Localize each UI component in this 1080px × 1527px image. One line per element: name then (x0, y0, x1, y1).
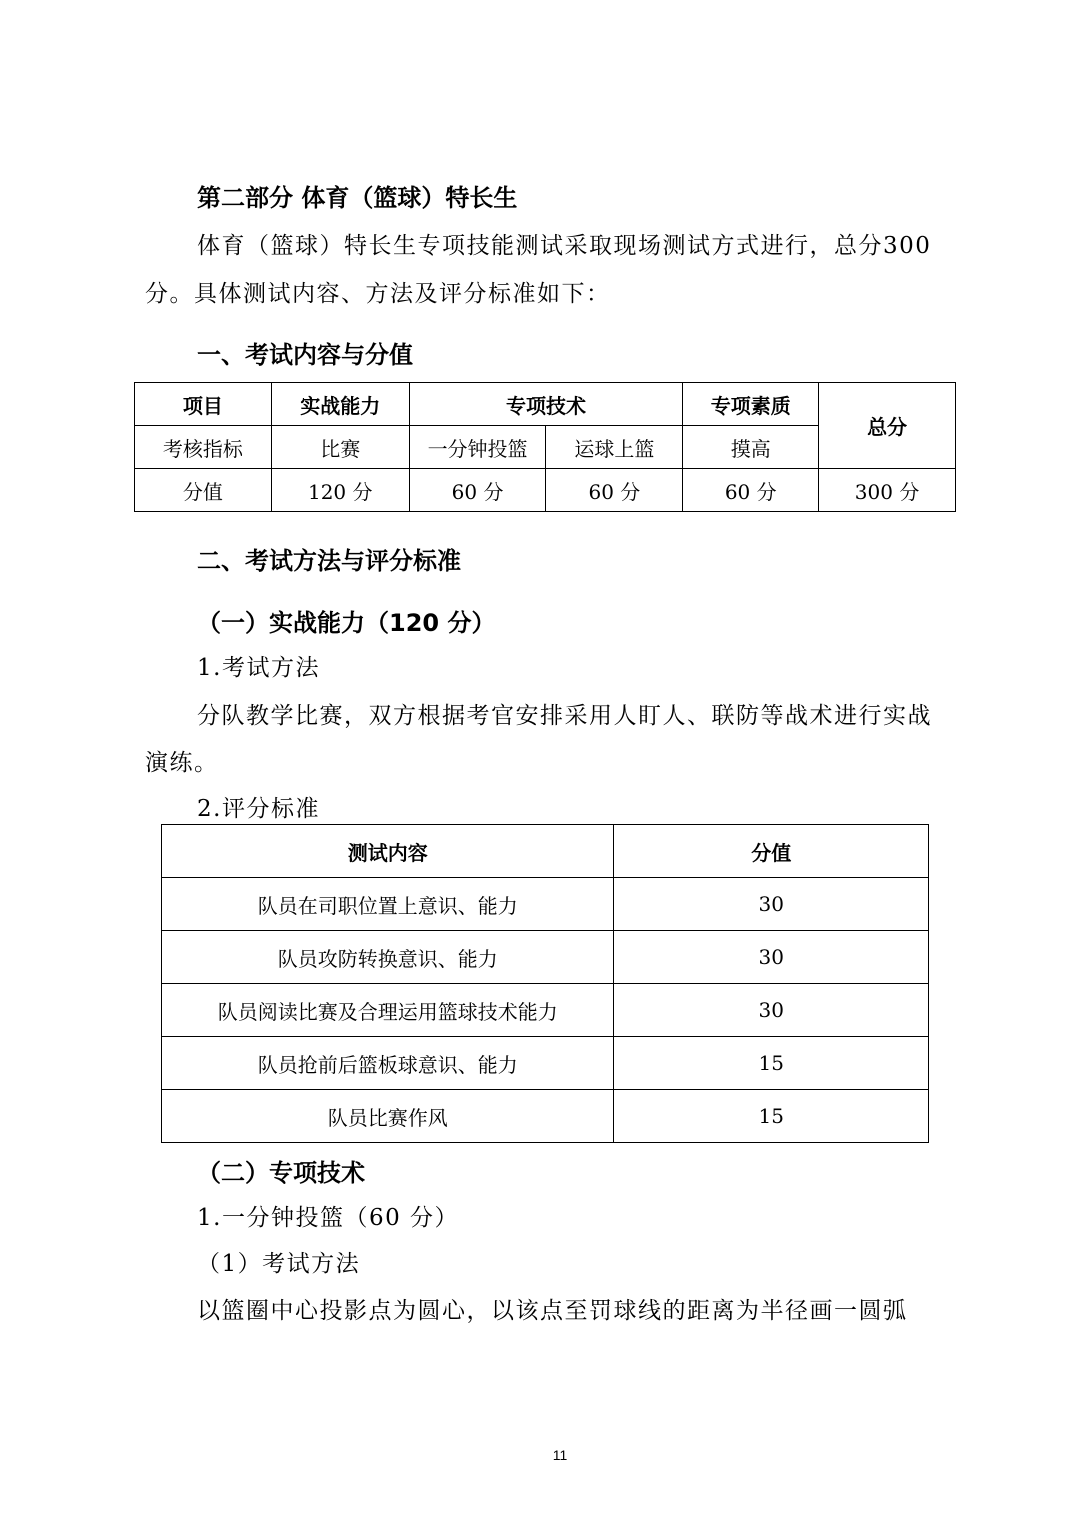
method-text-line-2: 演练。 (145, 750, 219, 776)
intro-line-1: 体育（篮球）特长生专项技能测试采取现场测试方式进行，总分300 (197, 233, 932, 259)
criteria-content: 队员比赛作风 (162, 1090, 614, 1143)
indicator-match: 比赛 (271, 426, 409, 469)
part-title: 第二部分 体育（篮球）特长生 (197, 184, 518, 212)
header-item: 项目 (135, 383, 272, 426)
indicator-label: 考核指标 (135, 426, 272, 469)
criteria-value: 30 (614, 984, 929, 1037)
shoot-method-heading: （1）考试方法 (197, 1251, 361, 1277)
indicator-touch: 摸高 (683, 426, 819, 469)
criteria-header-content: 测试内容 (162, 825, 614, 878)
sub2-title: （二）专项技术 (197, 1159, 365, 1187)
criteria-content: 队员抢前后篮板球意识、能力 (162, 1037, 614, 1090)
criteria-value: 30 (614, 878, 929, 931)
table-row (162, 931, 929, 984)
indicator-layup: 运球上篮 (546, 426, 683, 469)
page-number: 11 (552, 1447, 568, 1463)
score-table (134, 382, 956, 512)
table-row (162, 984, 929, 1037)
header-total: 总分 (819, 383, 956, 469)
header-quality: 专项素质 (683, 383, 819, 426)
header-skill: 专项技术 (409, 383, 683, 426)
value-layup: 60 分 (546, 469, 683, 512)
criteria-table (161, 824, 929, 1143)
section1-title: 一、考试内容与分值 (197, 341, 413, 369)
sub1-title: （一）实战能力（120 分） (197, 609, 496, 637)
section2-title: 二、考试方法与评分标准 (197, 547, 461, 575)
value-match: 120 分 (271, 469, 409, 512)
intro-line-2: 分。具体测试内容、方法及评分标准如下： (145, 281, 611, 307)
criteria-value: 15 (614, 1037, 929, 1090)
criteria-content: 队员在司职位置上意识、能力 (162, 878, 614, 931)
value-label: 分值 (135, 469, 272, 512)
shoot-text: 以篮圈中心投影点为圆心，以该点至罚球线的距离为半径画一圆弧 (197, 1298, 908, 1324)
table-row (162, 878, 929, 931)
value-total: 300 分 (819, 469, 956, 512)
value-touch: 60 分 (683, 469, 819, 512)
criteria-value: 30 (614, 931, 929, 984)
indicator-shooting: 一分钟投篮 (409, 426, 546, 469)
header-combat: 实战能力 (271, 383, 409, 426)
shoot-heading: 1.一分钟投篮（60 分） (197, 1205, 460, 1231)
method-text-line-1: 分队教学比赛，双方根据考官安排采用人盯人、联防等战术进行实战 (197, 703, 932, 729)
criteria-header-value: 分值 (614, 825, 929, 878)
value-shooting: 60 分 (409, 469, 546, 512)
criteria-content: 队员攻防转换意识、能力 (162, 931, 614, 984)
table-row (162, 1090, 929, 1143)
method-heading: 1.考试方法 (197, 655, 320, 681)
criteria-content: 队员阅读比赛及合理运用篮球技术能力 (162, 984, 614, 1037)
criteria-value: 15 (614, 1090, 929, 1143)
criteria-heading: 2.评分标准 (197, 796, 320, 822)
table-row (162, 1037, 929, 1090)
